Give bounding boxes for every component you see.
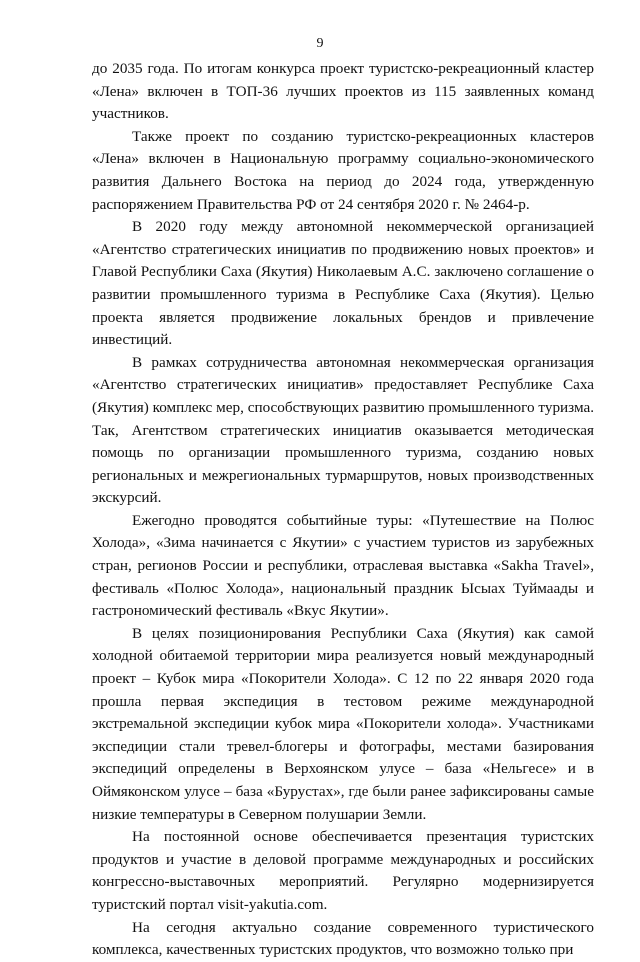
paragraph-exhibitions-portal: На постоянной основе обеспечивается презентация туристских продуктов и участие в деловой программе международных и российских конгрессно-выставочных мероприятий. Регулярно модернизируется туристский портал visit-yakutia.com.	[92, 828, 594, 913]
paragraph-agreement-industrial-tourism: В 2020 году между автономной некоммерческой организацией «Агентство стратегических инициатив по продвижению новых проектов» и Главой Республики Саха (Якутия) Николаевым А.С. заключено соглашение о развитии промышленного туризма в Республике Саха (Якутия). Целью проекта является продвижение локальных брендов и привлечение инвестиций.	[92, 218, 594, 349]
paragraph-lena-national-program: Также проект по созданию туристско-рекреационных кластеров «Лена» включен в Национальную программу социально-экономического развития Дальнего Востока на период до 2024 года, утвержденную распоряжением Правительства РФ от 24 сентября 2020 г. № 2464-р.	[92, 127, 594, 213]
paragraph-tourist-complex: На сегодня актуально создание современного туристического комплекса, качественных туристских продуктов, что возможно только при	[92, 918, 594, 959]
paragraph-continuation: до 2035 года. По итогам конкурса проект туристско-рекреационный кластер «Лена» включен в ТОП-36 лучших проектов из 115 заявленных команд участников.	[92, 60, 594, 123]
body-text	[92, 58, 594, 962]
page-number: 9	[316, 36, 324, 51]
paragraph-cold-conquerors-cup: В целях позиционирования Республики Саха (Якутия) как самой холодной обитаемой территории мира реализуется новый международный проект – Кубок мира «Покорители Холода». С 12 по 22 января 2020 года прошла первая экспедиция в тестовом режиме международной экстремальной экспедиции кубок мира «Покорители холода». Участниками экспедиции стали тревел-блогеры и фотографы, местами базирования экспедиций определены в Верхоянском улусе – база «Нельгесе» и в Оймяконском улусе – база «Бурустах», где были ранее зафиксированы самые низкие температуры в Северном полушарии Земли.	[92, 624, 594, 823]
paragraph-asi-cooperation: В рамках сотрудничества автономная некоммерческая организация «Агентство стратегических инициатив» предоставляет Республике Саха (Якутия) комплекс мер, способствующих развитию промышленного туризма. Так, Агентством стратегических инициатив оказывается методическая помощь по организации промышленного туризма, созданию новых региональных и межрегиональных турмаршрутов, новых производственных экскурсий.	[92, 353, 594, 507]
paragraph-event-tours: Ежегодно проводятся событийные туры: «Путешествие на Полюс Холода», «Зима начинается с Якутии» с участием туристов из зарубежных стран, регионов России и республики, отраслевая выставка «Sakha Travel», фестиваль «Полюс Холода», национальный праздник Ысыах Туймаады и гастрономический фестиваль «Вкус Якутии».	[92, 511, 594, 620]
